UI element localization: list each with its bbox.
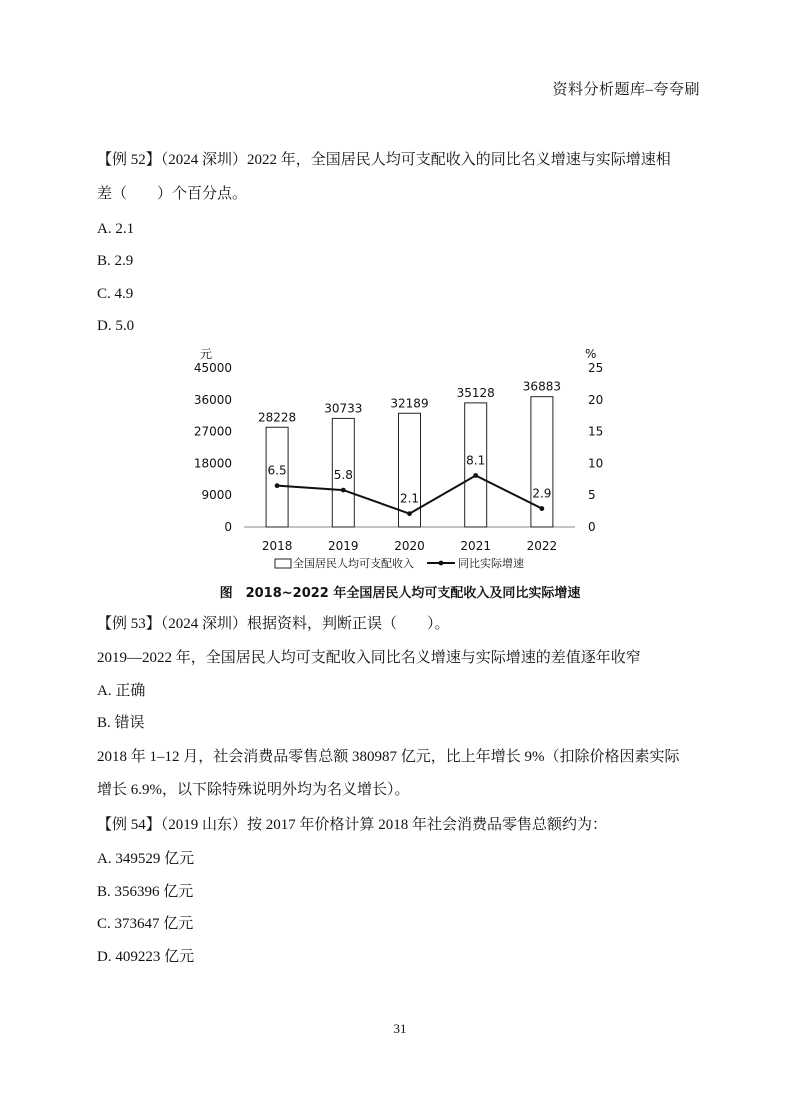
- income-chart: [180, 342, 620, 582]
- q52-option-d: D. 5.0: [97, 318, 135, 334]
- left-axis-label: 元: [200, 347, 213, 361]
- growth-label-2021: 8.1: [466, 453, 486, 468]
- q52-option-a: A. 2.1: [97, 221, 135, 237]
- right-tick-label: 0: [588, 520, 596, 534]
- growth-point-2021: [473, 473, 478, 478]
- legend-line-label: 同比实际增速: [458, 557, 524, 570]
- growth-point-2018: [275, 483, 280, 488]
- material-line2: 增长 6.9%，以下除特殊说明外均为名义增长）。: [97, 782, 410, 798]
- bar-label-2018: 28228: [258, 410, 297, 425]
- category-label-2020: 2020: [394, 539, 425, 553]
- left-tick-label: 18000: [193, 456, 232, 471]
- right-tick-label: 10: [588, 456, 604, 471]
- left-tick-label: 0: [224, 520, 232, 534]
- growth-label-2022: 2.9: [532, 486, 552, 501]
- bar-label-2021: 35128: [456, 385, 495, 400]
- category-label-2018: 2018: [261, 539, 293, 553]
- bar-label-2022: 36883: [522, 379, 561, 394]
- legend-bar-label: 全国居民人均可支配收入: [293, 557, 414, 570]
- right-tick-label: 15: [588, 424, 604, 439]
- growth-point-2022: [540, 506, 545, 511]
- legend-bar-swatch: [275, 559, 291, 568]
- q53-option-b: B. 错误: [97, 715, 145, 731]
- right-axis-label: %: [585, 347, 597, 361]
- q53-option-a: A. 正确: [97, 683, 146, 699]
- right-tick-label: 20: [588, 392, 604, 407]
- material-line1: 2018 年 1–12 月，社会消费品零售总额 380987 亿元，比上年增长 9%（扣除价格因素实际: [97, 749, 680, 765]
- growth-point-2020: [407, 511, 412, 516]
- left-tick-label: 9000: [201, 488, 232, 503]
- right-tick-label: 25: [588, 361, 604, 375]
- legend-line-marker: [439, 561, 444, 566]
- chart-caption: 图 2018~2022 年全国居民人均可支配收入及同比实际增速: [219, 586, 581, 601]
- q54-stem: 【例 54】（2019 山东）按 2017 年价格计算 2018 年社会消费品零售总额约为：: [97, 817, 608, 833]
- q52-stem-line2: 差（ ）个百分点。: [97, 186, 248, 202]
- category-label-2019: 2019: [328, 539, 359, 553]
- q54-option-d: D. 409223 亿元: [97, 949, 195, 965]
- category-label-2021: 2021: [460, 539, 491, 553]
- category-label-2022: 2022: [526, 539, 558, 553]
- left-tick-label: 27000: [193, 424, 232, 439]
- growth-label-2018: 6.5: [267, 463, 287, 478]
- left-tick-label: 36000: [193, 392, 232, 407]
- q54-option-c: C. 373647 亿元: [97, 916, 194, 932]
- running-header: 资料分析题库–夸夸刷: [552, 82, 700, 98]
- page-number: 31: [393, 1021, 407, 1036]
- growth-label-2019: 5.8: [333, 468, 353, 483]
- left-tick-label: 45000: [193, 361, 232, 375]
- right-tick-label: 5: [588, 488, 596, 503]
- q53-stem-line1: 【例 53】（2024 深圳）根据资料，判断正误（ ）。: [97, 616, 450, 632]
- q53-stem-line2: 2019—2022 年，全国居民人均可支配收入同比名义增速与实际增速的差值逐年收窄: [97, 650, 641, 666]
- bar-label-2020: 32189: [390, 396, 429, 411]
- growth-label-2020: 2.1: [399, 491, 420, 506]
- growth-point-2019: [341, 488, 346, 493]
- q52-option-b: B. 2.9: [97, 253, 134, 269]
- bar-label-2019: 30733: [324, 401, 363, 416]
- q52-stem-line1: 【例 52】（2024 深圳）2022 年，全国居民人均可支配收入的同比名义增速与实际增速相: [97, 152, 671, 168]
- q52-option-c: C. 4.9: [97, 286, 134, 302]
- q54-option-a: A. 349529 亿元: [97, 851, 195, 867]
- q54-option-b: B. 356396 亿元: [97, 884, 194, 900]
